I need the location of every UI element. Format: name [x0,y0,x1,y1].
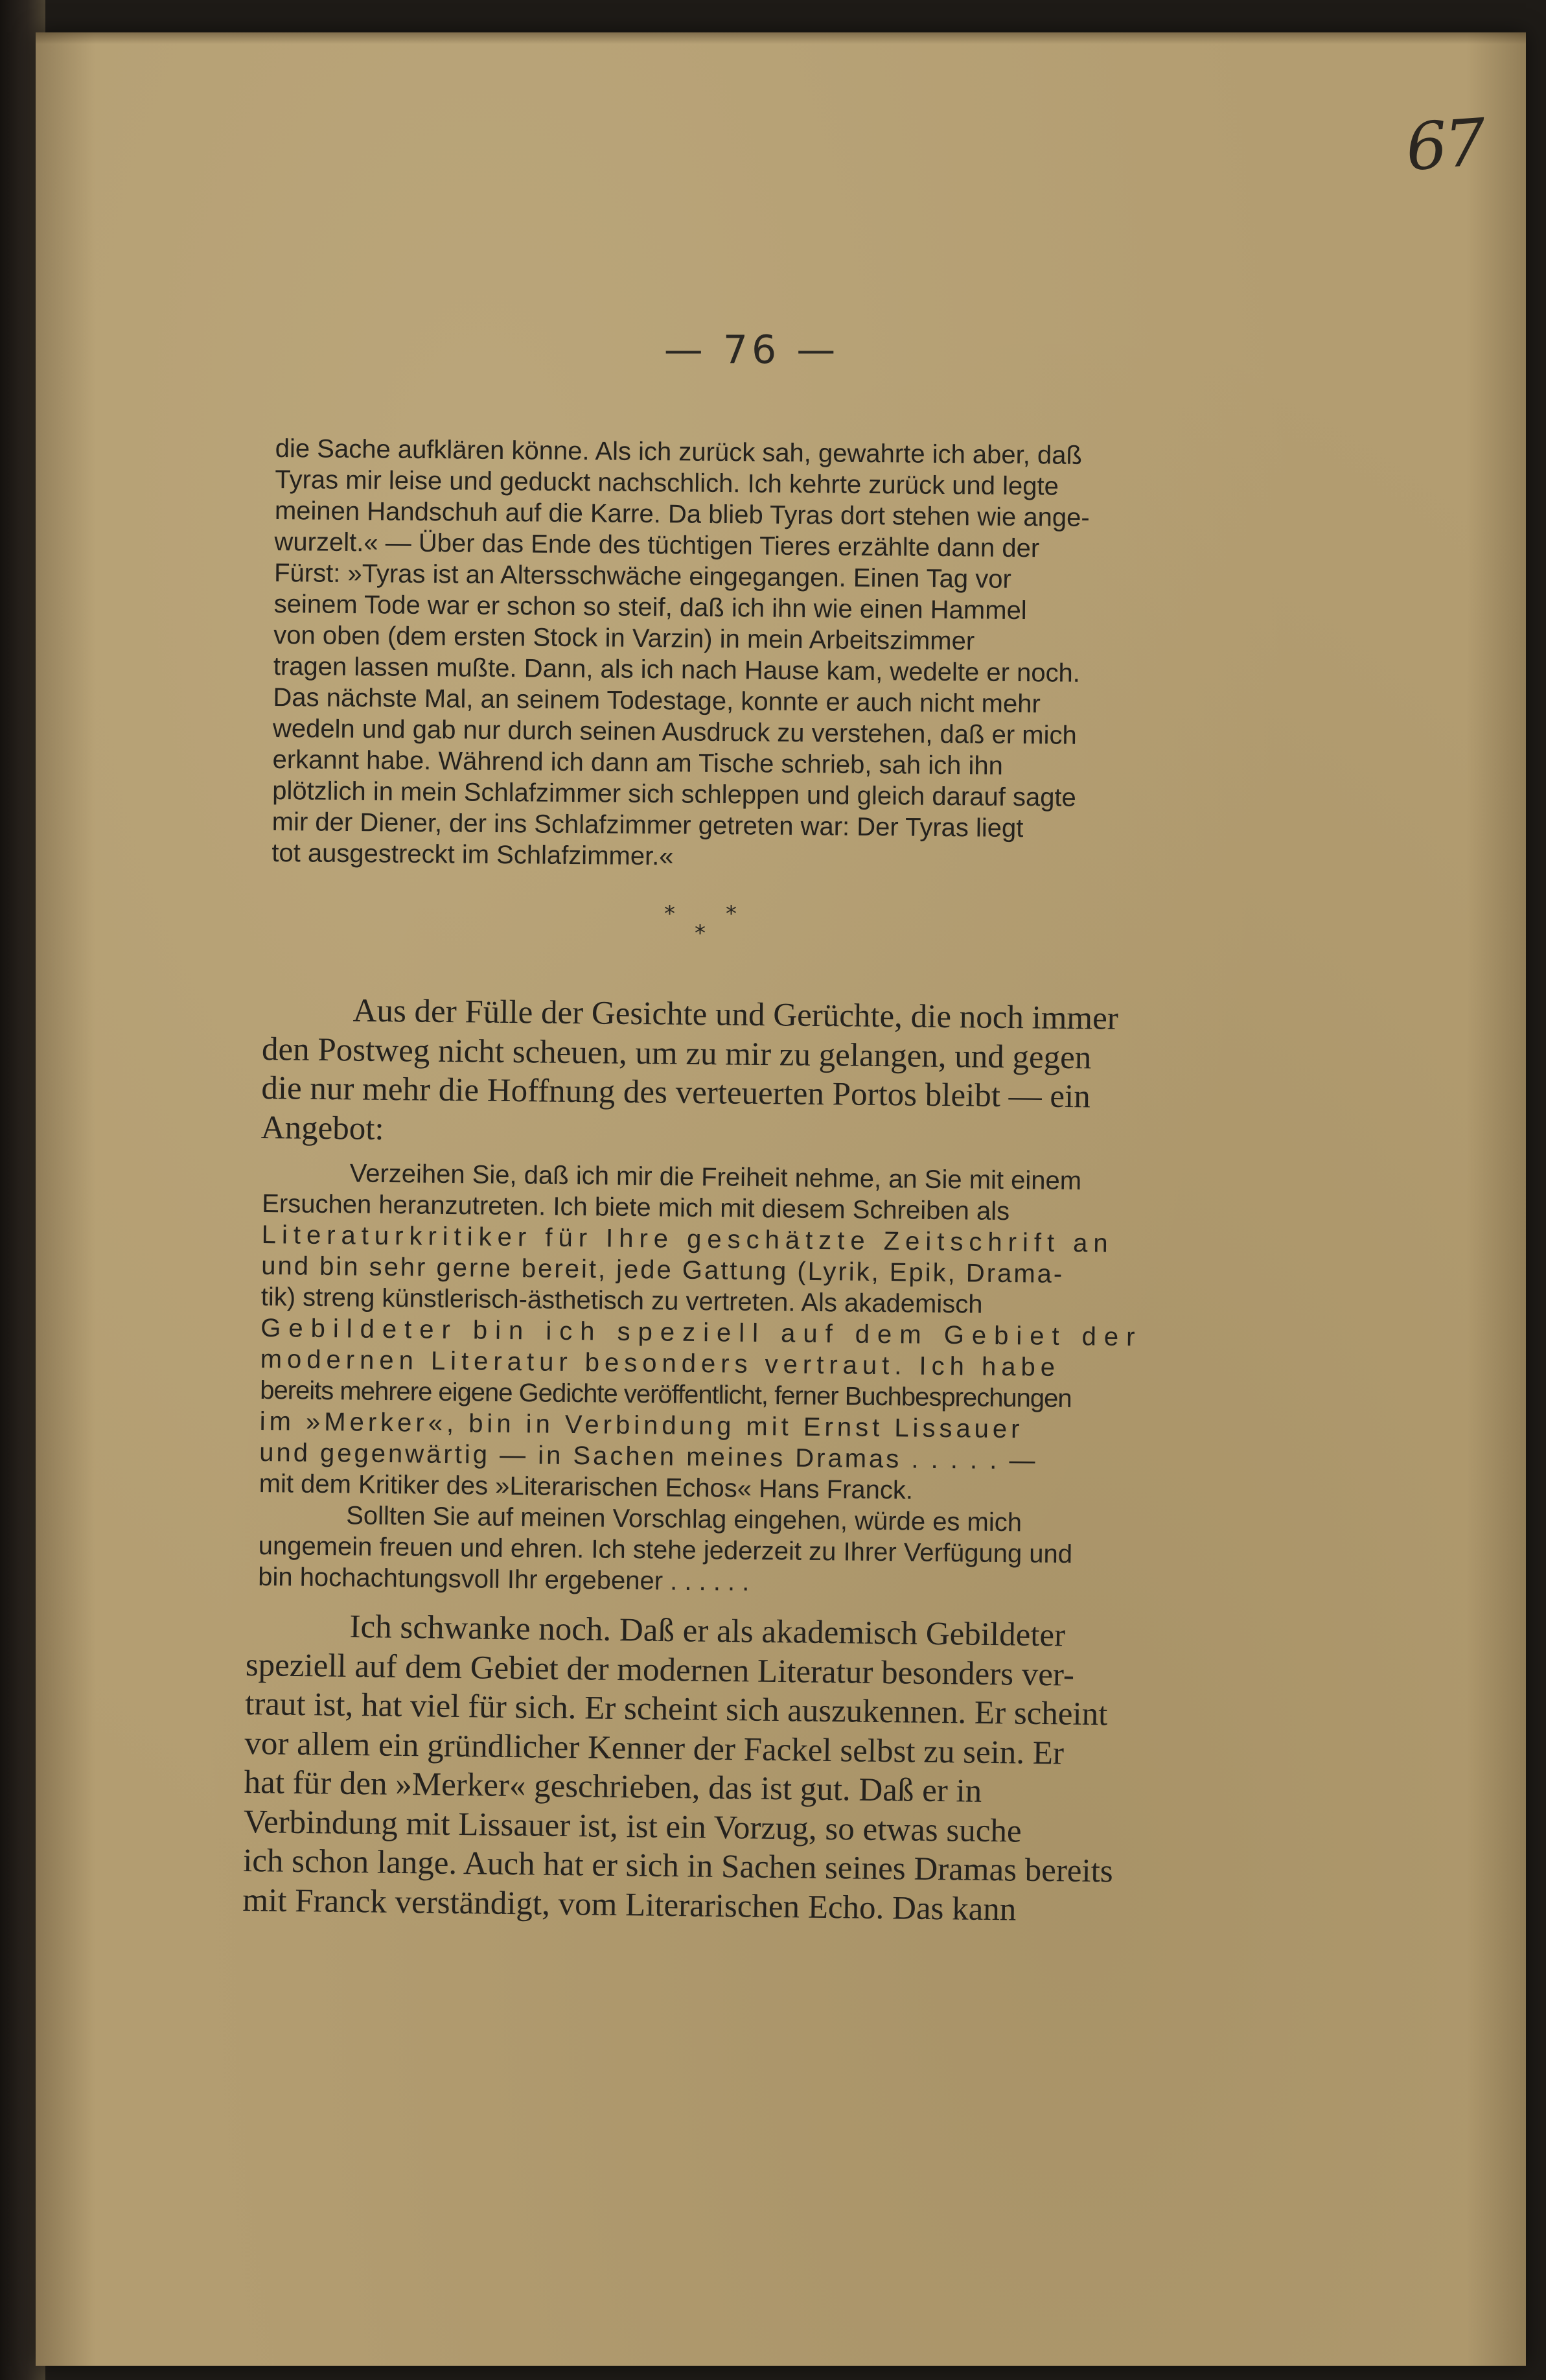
text-line: und gegenwärtig — in Sachen meines Dramas . . . . . — [259,1438,1038,1475]
text-line: hat für den »Merker« geschrieben, das ist gut. Daß er in [244,1764,982,1810]
text-line: meinen Handschuh auf die Karre. Da blieb Tyras dort stehen wie ange- [274,496,1090,532]
text-line: bereits mehrere eigene Gedichte veröffentlicht, ferner Buchbesprechungen [259,1375,1072,1414]
text-line: im »Merker«, bin in Verbindung mit Ernst Lissauer [259,1406,1024,1444]
page-top-edge [36,32,1526,44]
text-line: den Postweg nicht scheuen, um zu mir zu gelangen, und gegen [261,1031,1092,1076]
page-number: — 76 — [663,327,840,373]
text-line: und bin sehr gerne bereit, jede Gattung (Lyrik, Epik, Drama- [261,1251,1065,1289]
text-line: Sollten Sie auf meinen Vorschlag eingehen, würde es mich [345,1501,1022,1537]
text-line: tragen lassen mußte. Dann, als ich nach Hause kam, wedelte er noch. [273,651,1081,688]
text-line: tik) streng künstlerisch-ästhetisch zu vertreten. Als akademisch [260,1282,983,1319]
text-line: Tyras mir leise und geduckt nachschlich. Ich kehrte zurück und legte [275,465,1059,501]
text-line: Gebildeter bin ich speziell auf dem Gebiet der [260,1313,1143,1352]
text-line: mit Franck verständigt, vom Literarischen Echo. Das kann [242,1882,1017,1928]
text-line: erkannt habe. Während ich dann am Tische schrieb, sah ich ihn [272,745,1004,780]
text-line: modernen Literatur besonders vertraut. Ich habe [260,1344,1061,1382]
intro-paragraph [260,990,1201,1157]
text-line: Verbindung mit Lissauer ist, ist ein Vorzug, so etwas suche [243,1803,1022,1850]
text-line: vor allem ein gründlicher Kenner der Fackel selbst zu sein. Er [244,1725,1065,1771]
text-line: bin hochachtungsvoll Ihr ergebener . . . . . . [257,1562,750,1596]
text-line: seinem Tode war er schon so steif, daß ich ihn wie einen Hammel [273,589,1027,625]
text-line: mit dem Kritiker des »Literarischen Echos« Hans Franck. [259,1469,914,1505]
text-line: wurzelt.« — Über das Ende des tüchtigen Tieres erzählte dann der [274,527,1040,563]
text-line: Literaturkritiker für Ihre geschätzte Zeitschrift an [261,1220,1114,1258]
text-line: mir der Diener, der ins Schlafzimmer getreten war: Der Tyras liegt [271,807,1024,843]
text-line: Aus der Fülle der Gesichte und Gerüchte, die noch immer [352,992,1119,1037]
section-divider-glyphs: * * * [664,901,737,946]
handwritten-folio-number: 67 [1403,104,1486,186]
text-line: die Sache aufklären könne. Als ich zurück sah, gewahrte ich aber, daß [275,434,1083,470]
text-line: Ich schwanke noch. Daß er als akademisch Gebildeter [349,1608,1066,1654]
quoted-letter [258,1157,1195,1602]
commentary-paragraph [242,1606,1192,1931]
text-line: traut ist, hat viel für sich. Er scheint sich auszukennen. Er scheint [244,1685,1108,1733]
text-line: ungemein freuen und ehren. Ich stehe jederzeit zu Ihrer Verfügung und [258,1531,1073,1569]
text-line: wedeln und gab nur durch seinen Ausdruck zu verstehen, daß er mich [272,714,1077,750]
text-line: Das nächste Mal, an seinem Todestage, konnte er auch nicht mehr [273,682,1041,719]
text-line: Ersuchen heranzutreten. Ich biete mich mit diesem Schreiben als [262,1189,1010,1226]
text-line: Fürst: »Tyras ist an Altersschwäche eingegangen. Einen Tag vor [273,558,1011,594]
text-line: speziell auf dem Gebiet der modernen Literatur besonders ver- [245,1646,1075,1694]
text-line: ich schon lange. Auch hat er sich in Sachen seines Dramas bereits [242,1842,1114,1890]
text-line: die nur mehr die Hoffnung des verteuerten Portos bleibt — ein [261,1069,1091,1115]
text-line: plötzlich in mein Schlafzimmer sich schleppen und gleich darauf sagte [271,776,1076,812]
tyras-paragraph [271,433,1202,876]
text-line: von oben (dem ersten Stock in Varzin) in mein Arbeitszimmer [273,620,975,656]
text-line: Verzeihen Sie, daß ich mir die Freiheit nehme, an Sie mit einem [349,1159,1082,1196]
text-line: Angebot: [260,1109,384,1147]
text-line: tot ausgestreckt im Schlafzimmer.« [271,838,674,871]
